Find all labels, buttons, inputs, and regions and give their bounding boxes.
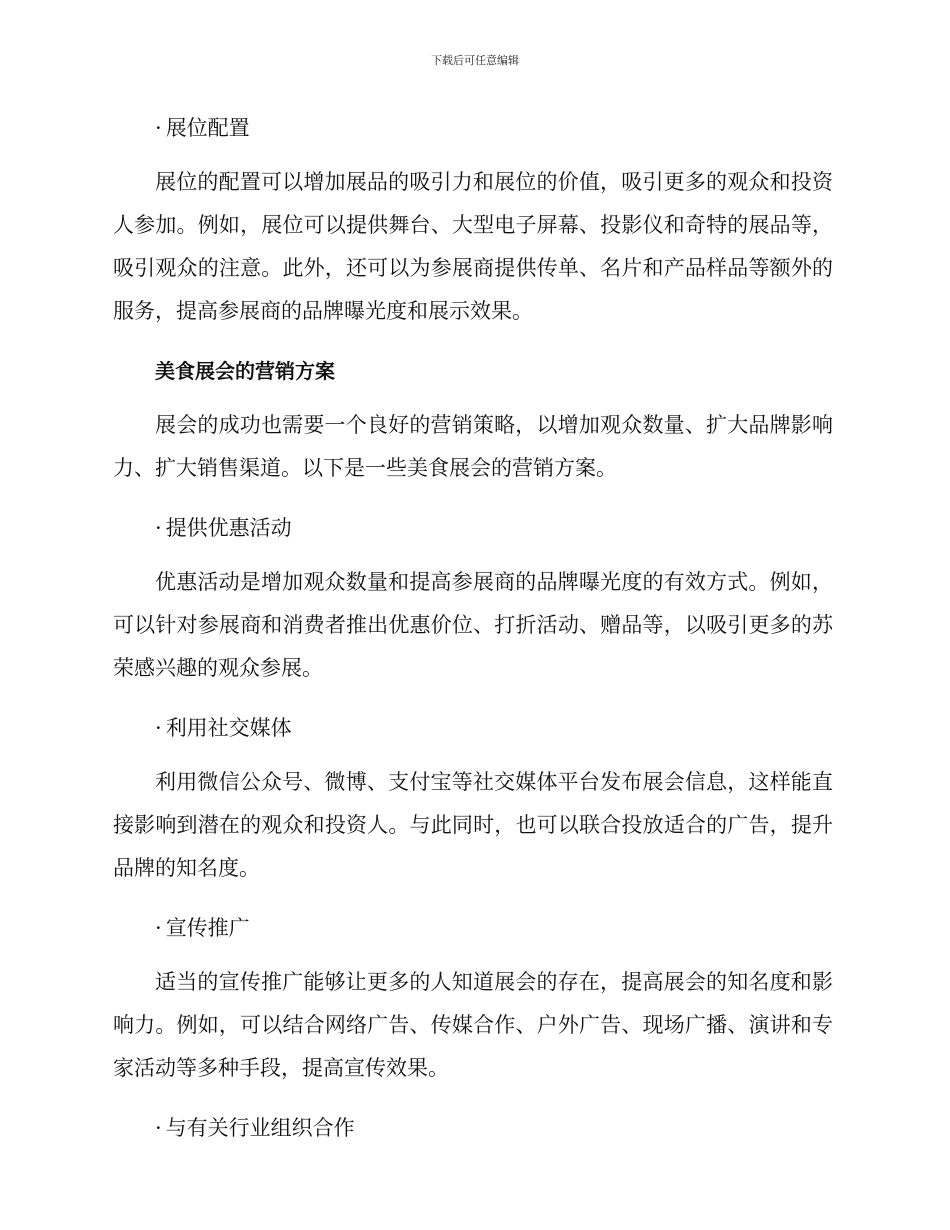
paragraph-publicity: 适当的宣传推广能够让更多的人知道展会的存在，提高展会的知名度和影响力。例如，可以结合网络广告、传媒合作、户外广告、现场广播、演讲和专家活动等多种手段，提高宣传效果。 [113,970,833,1080]
bullet-dot: · [155,516,162,540]
bullet-label: 提供优惠活动 [165,516,292,540]
bullet-item-booth-config [113,108,833,148]
bullet-dot: · [155,916,162,940]
bullet-item-social-media [113,708,833,748]
section-heading-marketing: 美食展会的营销方案 [155,359,335,383]
bullet-label: 展位配置 [165,116,250,140]
bullet-dot: · [155,116,162,140]
bullet-item-industry [113,1108,833,1148]
bullet-label: 与有关行业组织合作 [165,1116,355,1140]
paragraph-social-media: 利用微信公众号、微博、支付宝等社交媒体平台发布展会信息，这样能直接影响到潜在的观众和投资人。与此同时，也可以联合投放适合的广告，提升品牌的知名度。 [113,770,833,880]
bullet-label: 宣传推广 [165,916,250,940]
bullet-item-promotions [113,508,833,548]
bullet-dot: · [155,1116,162,1140]
paragraph-booth-config: 展位的配置可以增加展品的吸引力和展位的价值，吸引更多的观众和投资人参加。例如，展位可以提供舞台、大型电子屏幕、投影仪和奇特的展品等，吸引观众的注意。此外，还可以为参展商提供传单、名片和产品样品等额外的服务，提高参展商的品牌曝光度和展示效果。 [113,170,833,323]
bullet-item-publicity [113,908,833,948]
bullet-label: 利用社交媒体 [165,716,292,740]
document-body [113,108,833,1148]
page-header: 下载后可任意编辑 [431,54,519,67]
paragraph-marketing-intro: 展会的成功也需要一个良好的营销策略，以增加观众数量、扩大品牌影响力、扩大销售渠道。以下是一些美食展会的营销方案。 [113,413,833,480]
bullet-dot: · [155,716,162,740]
paragraph-promotions: 优惠活动是增加观众数量和提高参展商的品牌曝光度的有效方式。例如，可以针对参展商和消费者推出优惠价位、打折活动、赠品等，以吸引更多的苏荣感兴趣的观众参展。 [113,570,833,680]
